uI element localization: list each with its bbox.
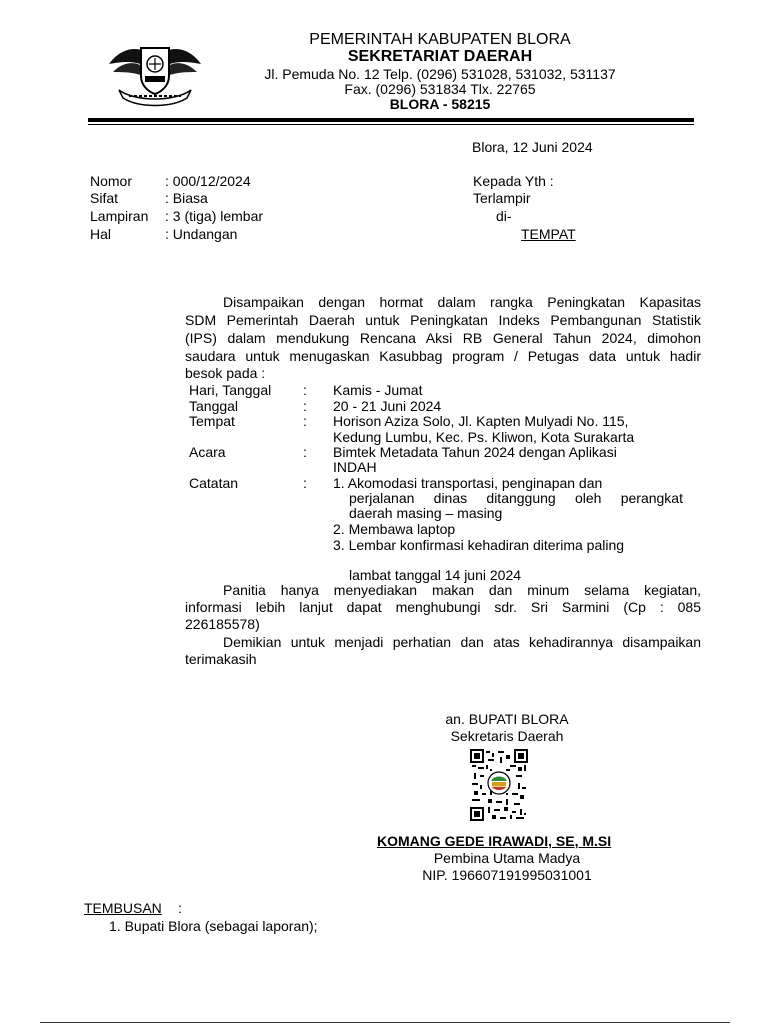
letterhead-fax: Fax. (0296) 531834 Tlx. 22765 [344, 81, 536, 97]
detail-colon: : [303, 413, 307, 429]
closing-line: 226185578) [185, 616, 260, 632]
signatory-nip: NIP. 196607191995031001 [422, 867, 592, 883]
page-bottom-rule [40, 1022, 730, 1023]
letterhead-divider-thin [88, 124, 694, 125]
intro-line: SDM Pemerintah Daerah untuk Peningkatan Indeks Pembangunan Statistik [185, 312, 701, 328]
meta-label-nomor: Nomor [90, 173, 133, 189]
detail-label-tempat: Tempat [189, 413, 235, 429]
letterhead-address: Jl. Pemuda No. 12 Telp. (0296) 531028, 531032, 531137 [264, 66, 616, 82]
detail-label-tanggal: Tanggal [189, 398, 239, 414]
closing-line: Demikian untuk menjadi perhatian dan atas kehadirannya disampaikan [223, 634, 701, 650]
letterhead-government: PEMERINTAH KABUPATEN BLORA [309, 31, 571, 48]
note-item-1-cont: perjalanan dinas ditanggung oleh perangkat [349, 490, 683, 506]
meta-label-hal: Hal [90, 226, 112, 242]
recipient-name: Terlampir [473, 190, 531, 206]
note-item-1-cont: daerah masing – masing [349, 505, 503, 521]
meta-value-hal: : Undangan [165, 226, 238, 242]
detail-colon: : [303, 398, 307, 414]
detail-colon: : [303, 444, 307, 460]
detail-value-tempat: Horison Aziza Solo, Jl. Kapten Mulyadi No. 115, [333, 413, 629, 429]
note-item-2: 2. Membawa laptop [333, 521, 456, 537]
letter-date: Blora, 12 Juni 2024 [472, 139, 593, 155]
detail-value-tempat-cont: Kedung Lumbu, Kec. Ps. Kliwon, Kota Surakarta [333, 429, 635, 445]
closing-line: informasi lebih lanjut dapat menghubungi sdr. Sri Sarmini (Cp : 085 [185, 599, 701, 615]
recipient-place: TEMPAT [521, 226, 576, 242]
meta-value-nomor: : 000/12/2024 [165, 173, 251, 189]
detail-value-tanggal: 20 - 21 Juni 2024 [333, 398, 442, 414]
meta-value-sifat: : Biasa [165, 190, 208, 206]
recipient-salutation: Kepada Yth : [473, 173, 554, 189]
note-item-1: 1. Akomodasi transportasi, penginapan dan [333, 475, 603, 491]
letterhead-divider-thick [88, 118, 694, 122]
detail-colon: : [303, 382, 307, 398]
cc-item: 1. Bupati Blora (sebagai laporan); [109, 918, 318, 934]
note-item-3-cont: lambat tanggal 14 juni 2024 [349, 567, 522, 583]
detail-label-hari-tanggal: Hari, Tanggal [189, 382, 272, 398]
detail-label-acara: Acara [189, 444, 226, 460]
letterhead-postcode: BLORA - 58215 [389, 96, 491, 112]
meta-label-sifat: Sifat [90, 190, 119, 206]
meta-label-lampiran: Lampiran [90, 208, 149, 224]
detail-value-acara: Bimtek Metadata Tahun 2024 dengan Aplikasi [333, 444, 617, 460]
intro-line: besok pada : [185, 365, 266, 381]
detail-value-acara-cont: INDAH [333, 459, 377, 475]
signatory-name: KOMANG GEDE IRAWADI, SE, M.SI [377, 833, 612, 849]
signature-position: Sekretaris Daerah [450, 728, 564, 744]
intro-line: Disampaikan dengan hormat dalam rangka Peningkatan Kapasitas [223, 294, 701, 310]
note-item-3: 3. Lembar konfirmasi kehadiran diterima paling [333, 537, 625, 553]
closing-line: terimakasih [185, 651, 257, 667]
qr-code-signature [470, 749, 528, 821]
meta-value-lampiran: : 3 (tiga) lembar [165, 208, 264, 224]
recipient-di: di- [496, 208, 512, 224]
detail-label-catatan: Catatan [189, 475, 239, 491]
letterhead-office: SEKRETARIAT DAERAH [347, 48, 533, 65]
intro-line: (IPS) dalam mendukung Rencana Aksi RB General Tahun 2024, dimohon [185, 330, 701, 346]
cc-title: TEMBUSAN [84, 900, 162, 916]
signature-on-behalf: an. BUPATI BLORA [445, 711, 569, 727]
detail-value-hari-tanggal: Kamis - Jumat [333, 382, 423, 398]
signatory-rank: Pembina Utama Madya [433, 850, 581, 866]
intro-line: saudara untuk menugaskan Kasubbag program / Petugas data untuk hadir [185, 348, 701, 364]
cc-colon: : [178, 900, 182, 916]
detail-colon: : [303, 475, 307, 491]
closing-line: Panitia hanya menyediakan makan dan minum selama kegiatan, [223, 582, 701, 598]
